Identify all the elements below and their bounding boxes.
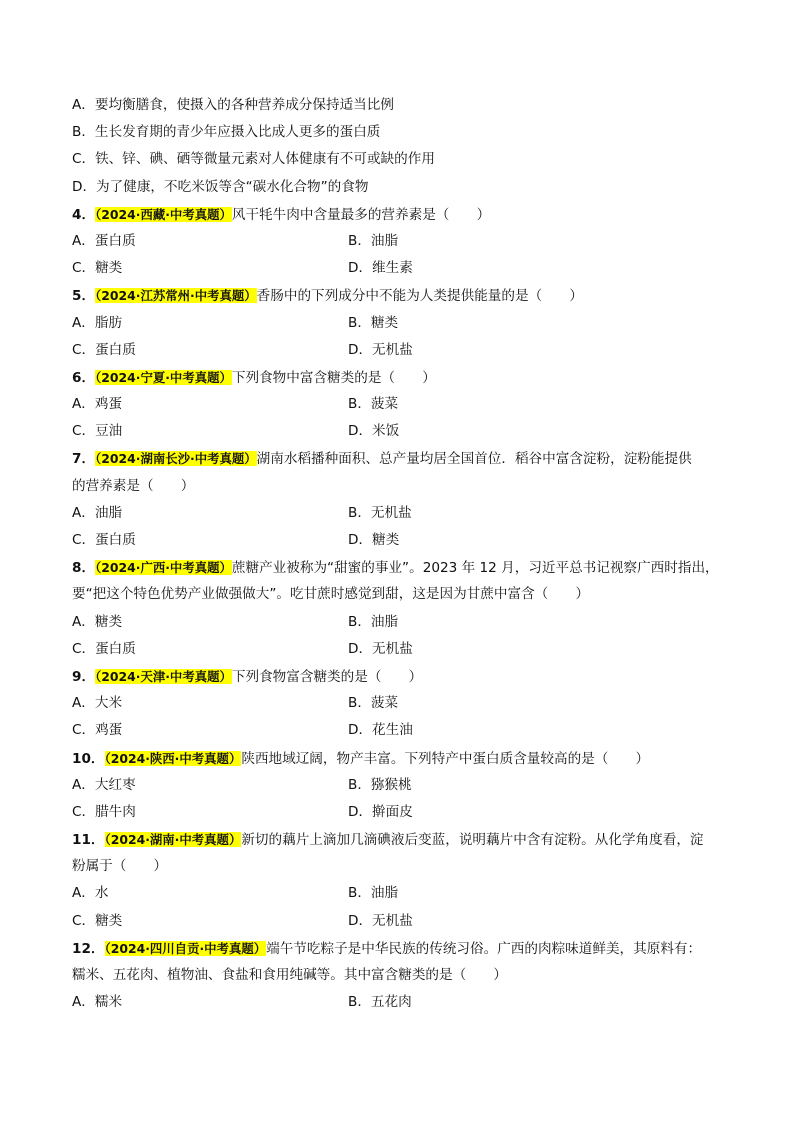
question-7-options-row-1	[72, 500, 722, 527]
source-tag: （2024·天津·中考真题）	[95, 668, 232, 684]
question-number: 4．	[72, 206, 96, 223]
stem-text: 陕西地域辽阔，物产丰富。下列特产中蛋白质含量较高的是（ ）	[241, 750, 650, 767]
option-a: A．大红枣	[72, 776, 136, 793]
question-9-stem	[72, 663, 722, 690]
option-b: B．五花肉	[348, 994, 412, 1011]
question-4-stem	[72, 201, 722, 228]
question-number: 12．	[72, 940, 105, 957]
option-c: C．糖类	[72, 912, 123, 929]
question-12-options-row-1	[72, 989, 722, 1016]
question-12-stem-continued: 糯米、五花肉、植物油、食盐和食用纯碱等。其中富含糖类的是（ ）	[72, 967, 507, 983]
stem-text: 香肠中的下列成分中不能为人类提供能量的是（ ）	[256, 288, 583, 305]
question-10-options-row-2	[72, 799, 722, 826]
option-b: B．菠菜	[348, 396, 399, 413]
option-d: D．擀面皮	[348, 803, 413, 820]
question-9-options-row-1	[72, 690, 722, 717]
question-5-stem	[72, 282, 722, 309]
stem-text: 下列食物富含糖类的是（ ）	[231, 668, 423, 685]
option-a: A．糖类	[72, 613, 123, 630]
question-10-stem	[72, 745, 722, 772]
question-11-options-row-1	[72, 880, 722, 907]
question-11-options-row-2	[72, 908, 722, 935]
source-tag: （2024·陕西·中考真题）	[104, 750, 242, 766]
question-number: 7．	[72, 451, 96, 468]
option-d: D．无机盐	[348, 341, 413, 358]
option-a: A．蛋白质	[72, 232, 136, 249]
question-number: 11．	[72, 832, 105, 849]
option-a: A．水	[72, 885, 109, 902]
question-6-stem	[72, 364, 722, 391]
source-tag: （2024·西藏·中考真题）	[95, 206, 232, 222]
option-c: C．蛋白质	[72, 640, 136, 657]
question-5-options-row-1	[72, 310, 722, 337]
source-tag: （2024·湖南长沙·中考真题）	[95, 451, 257, 467]
question-number: 5．	[72, 288, 96, 305]
question-number: 10．	[72, 750, 105, 767]
option-a: A．脂肪	[72, 314, 123, 331]
q3-option-b: B．生长发育期的青少年应摄入比成人更多的蛋白质	[72, 124, 381, 141]
question-11-stem-continued: 粉属于（ ）	[72, 858, 168, 875]
option-c: C．鸡蛋	[72, 722, 123, 739]
question-6-options-row-1	[72, 391, 722, 418]
q3-option-a: A．要均衡膳食，使摄入的各种营养成分保持适当比例	[72, 97, 394, 113]
q3-option-c: C．铁、锌、碘、硒等微量元素对人体健康有不可或缺的作用	[72, 151, 435, 168]
option-b: B．油脂	[348, 613, 399, 630]
stem-text: 风干牦牛肉中含量最多的营养素是（ ）	[231, 206, 491, 223]
source-tag: （2024·江苏常州·中考真题）	[95, 288, 257, 304]
question-9-options-row-2	[72, 717, 722, 744]
option-d: D．糖类	[348, 532, 400, 548]
option-b: B．猕猴桃	[348, 776, 412, 793]
question-8-options-row-1	[72, 609, 722, 636]
question-8-options-row-2	[72, 636, 722, 663]
option-b: B．油脂	[348, 232, 399, 249]
source-tag: （2024·广西·中考真题）	[95, 560, 232, 576]
option-c: C．豆油	[72, 423, 123, 440]
option-a: A．鸡蛋	[72, 396, 123, 413]
option-b: B．菠菜	[348, 695, 399, 712]
option-c: C．蛋白质	[72, 532, 136, 548]
question-12-stem	[72, 935, 722, 962]
option-d: D．维生素	[348, 260, 413, 277]
option-a: A．糯米	[72, 994, 123, 1011]
option-d: D．花生油	[348, 722, 413, 739]
q3-option-d: D．为了健康，不吃米饭等含“碳水化合物”的食物	[72, 178, 369, 195]
option-a: A．油脂	[72, 504, 123, 521]
question-7-options-row-2	[72, 527, 722, 554]
question-11-stem	[72, 826, 722, 853]
question-6-options-row-2	[72, 418, 722, 445]
option-a: A．大米	[72, 695, 123, 712]
stem-text: 蔗糖产业被称为“甜蜜的事业”。2023 年 12 月，习近平总书记视察广西时指出，	[231, 560, 719, 577]
question-4-options-row-2	[72, 255, 722, 282]
stem-text: 湖南水稻播种面积、总产量均居全国首位．稻谷中富含淀粉，淀粉能提供	[256, 451, 692, 468]
question-list	[72, 92, 722, 1016]
question-5-options-row-2	[72, 337, 722, 364]
option-c: C．腊牛肉	[72, 803, 136, 820]
source-tag: （2024·四川自贡·中考真题）	[104, 940, 267, 956]
question-7-stem	[72, 445, 722, 472]
stem-text: 新切的藕片上滴加几滴碘液后变蓝，说明藕片中含有淀粉。从化学角度看，淀	[241, 832, 704, 849]
option-d: D．无机盐	[348, 912, 413, 929]
option-b: B．无机盐	[348, 504, 412, 521]
source-tag: （2024·湖南·中考真题）	[104, 832, 242, 848]
option-d: D．无机盐	[348, 640, 413, 657]
question-number: 8．	[72, 560, 96, 577]
option-d: D．米饭	[348, 423, 400, 440]
source-tag: （2024·宁夏·中考真题）	[95, 369, 232, 385]
question-7-stem-continued: 的营养素是（ ）	[72, 477, 195, 494]
question-10-options-row-1	[72, 772, 722, 799]
option-c: C．糖类	[72, 260, 123, 277]
question-8-stem-continued: 要“把这个特色优势产业做强做大”。吃甘蔗时感觉到甜，这是因为甘蔗中富含（ ）	[72, 586, 590, 603]
stem-text: 端午节吃粽子是中华民族的传统习俗。广西的肉粽味道鲜美，其原料有：	[266, 940, 702, 957]
question-4-options-row-1	[72, 228, 722, 255]
question-number: 9．	[72, 668, 96, 685]
option-b: B．油脂	[348, 885, 399, 902]
option-b: B．糖类	[348, 314, 399, 331]
question-8-stem	[72, 554, 722, 581]
stem-text: 下列食物中富含糖类的是（ ）	[231, 369, 436, 386]
question-number: 6．	[72, 369, 96, 386]
option-c: C．蛋白质	[72, 341, 136, 358]
